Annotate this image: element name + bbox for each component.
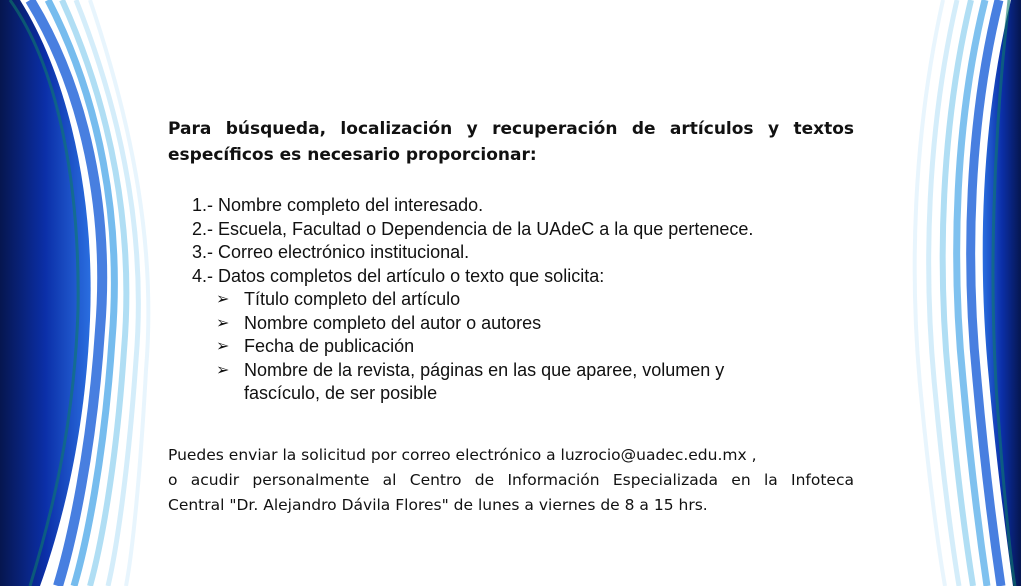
sub-list-item: ➢ Nombre de la revista, páginas en las que aparee, volumen y fascículo, de ser posible — [216, 359, 725, 403]
contact-line-visit: o acudir personalmente al Centro de Información Especializada en la Infoteca — [168, 470, 854, 489]
arrow-bullet-icon: ➢ — [216, 291, 230, 308]
left-blue-swirl-decoration — [0, 0, 160, 586]
contact-line-schedule: Central "Dr. Alejandro Dávila Flores" de lunes a viernes de 8 a 15 hrs. — [168, 495, 708, 514]
requirements-heading: Para búsqueda, localización y recuperación de artículos y textos específicos es necesario proporcionar: — [168, 119, 854, 165]
arrow-bullet-icon: ➢ — [216, 361, 230, 379]
article-details-list — [216, 288, 854, 406]
arrow-bullet-icon: ➢ — [216, 338, 230, 355]
list-item: 3.- Correo electrónico institucional. — [192, 242, 470, 262]
contact-line-email: Puedes enviar la solicitud por correo electrónico a luzrocio@uadec.edu.mx , — [168, 445, 757, 464]
sub-list-item: ➢ Nombre completo del autor o autores — [216, 312, 804, 336]
arrow-bullet-icon: ➢ — [216, 314, 230, 332]
list-item-label: 4.- Datos completos del artículo o texto que solicita: — [192, 265, 605, 286]
list-item — [192, 265, 854, 406]
list-item: 1.- Nombre completo del interesado. — [192, 195, 484, 215]
sub-list-item: ➢ Título completo del artículo — [216, 288, 804, 312]
sub-list-item: ➢ Fecha de publicación — [216, 335, 804, 359]
right-blue-swirl-decoration — [881, 0, 1021, 586]
list-item: 2.- Escuela, Facultad o Dependencia de la UAdeC a la que pertenece. — [192, 218, 754, 239]
document-body — [168, 116, 854, 518]
requirements-list — [192, 194, 854, 406]
contact-info — [168, 443, 854, 518]
